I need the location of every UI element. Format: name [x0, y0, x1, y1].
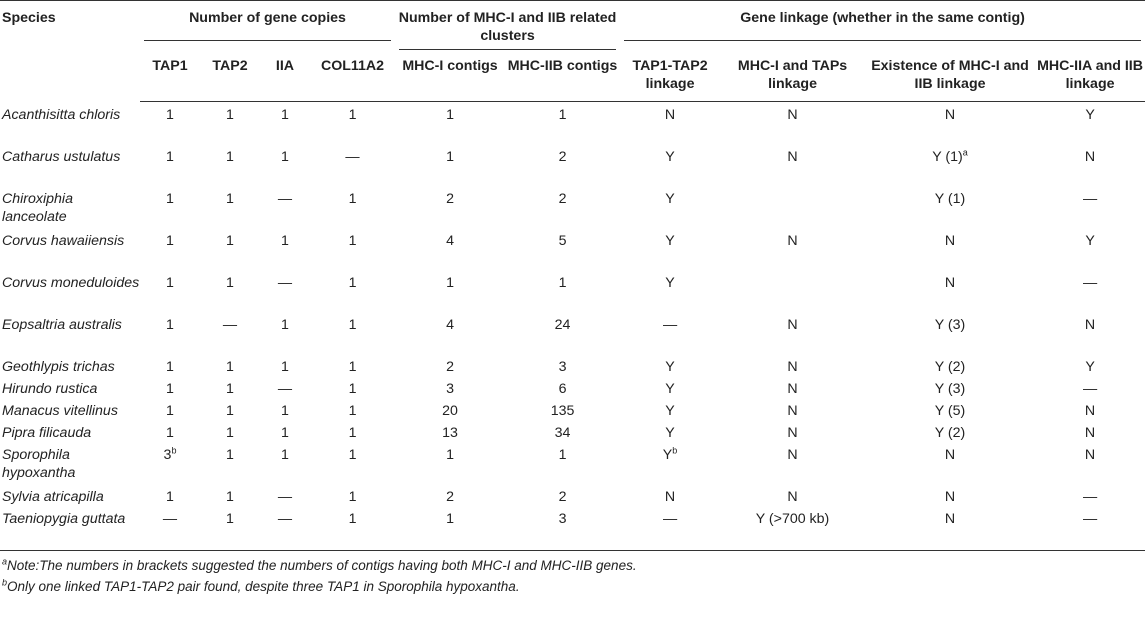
species-cell: Sylvia atricapilla: [2, 489, 104, 505]
tap1-cell: 1: [166, 489, 174, 505]
col11a2-cell: 1: [348, 317, 357, 333]
tap2-cell: 1: [226, 191, 234, 207]
mhc-tap-linkage-header: MHC-I and TAPs linkage: [720, 53, 865, 102]
tap2-cell: 1: [226, 381, 234, 397]
mhc1-cell: 4: [446, 317, 454, 333]
tap2-cell: 1: [226, 107, 234, 123]
species-header: Species: [2, 10, 56, 26]
iia-iib-linkage-cell: —: [1082, 489, 1098, 505]
col11a2-cell: 1: [348, 233, 357, 249]
table-row: [0, 442, 1145, 484]
mhc1-cell: 13: [442, 425, 458, 441]
species-cell: Eopsaltria australis: [2, 317, 122, 333]
iia-cell: 1: [281, 425, 289, 441]
mhc2b-cell: 1: [558, 275, 567, 291]
tap1-cell: 3$^b$: [163, 445, 177, 463]
tap1-cell: 1: [166, 149, 174, 165]
tap1-cell: 1: [166, 191, 174, 207]
species-cell: Corvus moneduloides: [2, 275, 140, 291]
mhc1-iib-linkage-cell: N: [944, 489, 956, 505]
mhc1-cell: 1: [446, 107, 454, 123]
mhc1-iib-linkage-cell: Y (3): [934, 381, 966, 397]
mhc1-iib-linkage-cell: Y (1): [934, 191, 966, 207]
mhc2b-cell: 24: [554, 317, 571, 333]
species-cell: Acanthisitta chloris: [2, 106, 121, 123]
species-cell: Catharus ustulatus: [2, 149, 121, 165]
table-footnotes: [0, 555, 1145, 597]
mhc1-cell: 1: [395, 506, 505, 551]
iia-cell: 1: [281, 403, 289, 419]
mhc2b-header: MHC-IIB contigs: [505, 53, 620, 102]
tap-linkage-cell: —: [620, 506, 720, 551]
footnote-a: [2, 555, 1145, 576]
table-row: [0, 228, 1145, 270]
mhc1-cell: 4: [446, 233, 454, 249]
tap2-cell: 1: [226, 425, 234, 441]
table-row: [0, 270, 1145, 312]
mhc-tap-linkage-cell: N: [787, 149, 798, 165]
tap-linkage-cell: N: [664, 489, 676, 505]
iia-cell: —: [260, 506, 310, 551]
tap2-cell: 1: [226, 403, 234, 419]
mhc1-cell: 2: [446, 489, 454, 505]
mhc2b-cell: 2: [558, 149, 567, 165]
col11a2-cell: 1: [348, 381, 357, 397]
mhc2b-cell: 5: [558, 233, 567, 249]
gene-copies-group-label: Number of gene copies: [189, 10, 346, 26]
tap2-cell: 1: [226, 233, 234, 249]
mhc1-cell: 2: [446, 359, 454, 375]
species-cell: Corvus hawaiiensis: [2, 233, 125, 249]
tap-linkage-cell: Y: [665, 381, 675, 397]
mhc-tap-linkage-cell: N: [787, 107, 798, 123]
table-row: [0, 354, 1145, 376]
mhc-tap-linkage-cell: Y (>700 kb): [720, 506, 865, 551]
species-cell: Taeniopygia guttata: [0, 506, 140, 551]
iia-cell: 1: [281, 233, 289, 249]
table-row: [0, 398, 1145, 420]
tap1-cell: 1: [166, 275, 174, 291]
iia-cell: —: [277, 489, 293, 505]
mhc1-iib-linkage-cell: N: [944, 107, 956, 123]
iia-cell: 1: [281, 107, 289, 123]
tap1-cell: 1: [166, 425, 174, 441]
mhc-tap-linkage-cell: N: [787, 359, 798, 375]
iia-iib-linkage-header: MHC-IIA and IIB linkage: [1035, 53, 1145, 102]
tap1-cell: 1: [166, 381, 174, 397]
tap-linkage-cell: Y: [665, 149, 675, 165]
tap-linkage-cell: Y: [665, 403, 675, 419]
iia-iib-linkage-cell: N: [1084, 317, 1096, 333]
iia-iib-linkage-cell: N: [1084, 149, 1096, 165]
col11a2-cell: 1: [348, 359, 357, 375]
species-cell: Hirundo rustica: [2, 381, 98, 397]
tap2-cell: 1: [200, 506, 260, 551]
mhc1-cell: 3: [446, 381, 454, 397]
col11a2-cell: 1: [310, 506, 395, 551]
iia-cell: —: [277, 191, 293, 207]
table-row: [0, 312, 1145, 354]
iia-iib-linkage-cell: —: [1035, 506, 1145, 551]
col11a2-cell: 1: [348, 425, 357, 441]
footnote-a-mark: a: [2, 556, 8, 567]
tap-linkage-cell: Y: [665, 275, 675, 291]
mhc1-cell: 1: [446, 447, 454, 463]
table-row: [0, 186, 1145, 228]
species-cell: Manacus vitellinus: [2, 403, 118, 419]
col11a2-header: COL11A2: [310, 53, 395, 102]
mhc2b-cell: 1: [558, 107, 567, 123]
col11a2-cell: 1: [348, 275, 357, 291]
table-row: [0, 484, 1145, 506]
iia-iib-linkage-cell: Y: [1085, 107, 1095, 123]
table-row: [0, 420, 1145, 442]
tap-linkage-cell: Y: [665, 233, 675, 249]
mhc2b-cell: 2: [558, 191, 567, 207]
iia-iib-linkage-cell: —: [1082, 275, 1098, 291]
col11a2-cell: —: [345, 149, 360, 165]
col11a2-cell: 1: [348, 489, 357, 505]
col11a2-cell: 1: [348, 107, 357, 123]
mhc2b-cell: 135: [550, 403, 575, 419]
mhc1-iib-linkage-cell: Y $(1)^a$: [932, 147, 968, 165]
tap1-cell: 1: [166, 317, 174, 333]
mhc1-iib-linkage-cell: N: [865, 506, 1035, 551]
table-row: [0, 376, 1145, 398]
table-row: [0, 102, 1145, 145]
tap2-cell: 1: [226, 149, 234, 165]
iia-cell: 1: [281, 317, 289, 333]
tap-linkage-cell: Y: [665, 191, 675, 207]
mhc1-cell: 2: [446, 191, 454, 207]
tap-linkage-header: TAP1-TAP2 linkage: [620, 53, 720, 102]
clusters-group-header: [395, 1, 620, 54]
tap2-cell: 1: [226, 489, 234, 505]
iia-cell: 1: [281, 447, 289, 463]
tap-linkage-cell: $Y^b$: [662, 445, 678, 463]
col11a2-cell: 1: [348, 447, 357, 463]
mhc1-iib-linkage-cell: Y (2): [934, 359, 966, 375]
tap-linkage-cell: —: [662, 317, 678, 333]
iia-cell: —: [277, 275, 293, 291]
mhc-tap-linkage-cell: N: [787, 489, 798, 505]
iia-iib-linkage-cell: Y: [1085, 233, 1095, 249]
iia-iib-linkage-cell: —: [1082, 191, 1098, 207]
mhc2b-cell: 3: [505, 506, 620, 551]
iia-cell: 1: [281, 359, 289, 375]
mhc2b-cell: 3: [558, 359, 567, 375]
footnote-b: [2, 576, 1145, 597]
species-cell: Geothlypis trichas: [2, 359, 115, 375]
linkage-group-label: Gene linkage (whether in the same contig): [740, 10, 1025, 26]
mhc1-iib-linkage-cell: Y (5): [934, 403, 966, 419]
linkage-group-header: [620, 1, 1145, 54]
mhc-tap-linkage-cell: N: [787, 425, 798, 441]
iia-iib-linkage-cell: Y: [1085, 359, 1095, 375]
clusters-group-label: Number of MHC-I and IIB related clusters: [398, 10, 617, 44]
mhc-tap-linkage-cell: N: [787, 233, 798, 249]
col11a2-cell: 1: [348, 191, 357, 207]
tap1-cell: 1: [166, 233, 174, 249]
tap1-cell: —: [140, 506, 200, 551]
tap2-cell: 1: [226, 275, 234, 291]
mhc2b-cell: 34: [554, 425, 571, 441]
tap2-header: TAP2: [200, 53, 260, 102]
mhc1-cell: 1: [446, 275, 454, 291]
mhc1-iib-linkage-cell: N: [944, 447, 956, 463]
iia-iib-linkage-cell: N: [1084, 447, 1096, 463]
tap2-cell: 1: [226, 359, 234, 375]
footnote-b-mark: b: [2, 577, 8, 588]
mhc1-header: MHC-I contigs: [395, 53, 505, 102]
gene-copies-group-header: [140, 1, 395, 54]
tap2-cell: 1: [226, 447, 234, 463]
tap-linkage-cell: Y: [665, 425, 675, 441]
mhc2b-cell: 6: [558, 381, 567, 397]
species-cell: Chiroxiphia lanceolate: [2, 191, 73, 225]
mhc-tap-linkage-cell: [720, 186, 865, 228]
table-row: [0, 144, 1145, 186]
col11a2-cell: 1: [348, 403, 357, 419]
iia-iib-linkage-cell: —: [1082, 381, 1098, 397]
species-cell: Sporophila hypoxantha: [2, 447, 76, 481]
tap1-cell: 1: [166, 403, 174, 419]
iia-iib-linkage-cell: N: [1084, 425, 1096, 441]
mhc1-iib-linkage-cell: Y (3): [934, 317, 966, 333]
iia-cell: —: [277, 381, 293, 397]
mhc-tap-linkage-cell: N: [787, 317, 798, 333]
mhc1-iib-linkage-cell: Y (2): [934, 425, 966, 441]
species-cell: Pipra filicauda: [2, 425, 92, 441]
iia-header: IIA: [260, 53, 310, 102]
tap1-cell: 1: [166, 359, 174, 375]
footnote-b-text: Only one linked TAP1-TAP2 pair found, despite three TAP1 in Sporophila hypoxantha.: [7, 579, 520, 594]
tap-linkage-cell: N: [664, 107, 676, 123]
mhc1-iib-linkage-cell: N: [944, 233, 956, 249]
mhc1-cell: 1: [446, 149, 454, 165]
mhc2b-cell: 2: [558, 489, 567, 505]
tap1-cell: 1: [166, 107, 174, 123]
mhc-tap-linkage-cell: N: [787, 403, 798, 419]
tap1-header: TAP1: [140, 53, 200, 102]
mhc-tap-linkage-cell: N: [787, 381, 798, 397]
iia-cell: 1: [281, 149, 289, 165]
mhc1-cell: 20: [442, 403, 458, 419]
tap2-cell: —: [222, 317, 238, 333]
mhc1-iib-linkage-header: Existence of MHC-I and IIB linkage: [865, 53, 1035, 102]
mhc2b-cell: 1: [558, 447, 567, 463]
mhc1-iib-linkage-cell: N: [944, 275, 956, 291]
table-row: [0, 506, 1145, 551]
table-body: [0, 102, 1145, 551]
mhc-tap-linkage-cell: N: [787, 447, 798, 463]
tap-linkage-cell: Y: [665, 359, 675, 375]
iia-iib-linkage-cell: N: [1084, 403, 1096, 419]
mhc-tap-linkage-cell: [720, 270, 865, 312]
footnote-a-text: Note:The numbers in brackets suggested the numbers of contigs having both MHC-I and MHC-IIB genes.: [7, 558, 637, 573]
